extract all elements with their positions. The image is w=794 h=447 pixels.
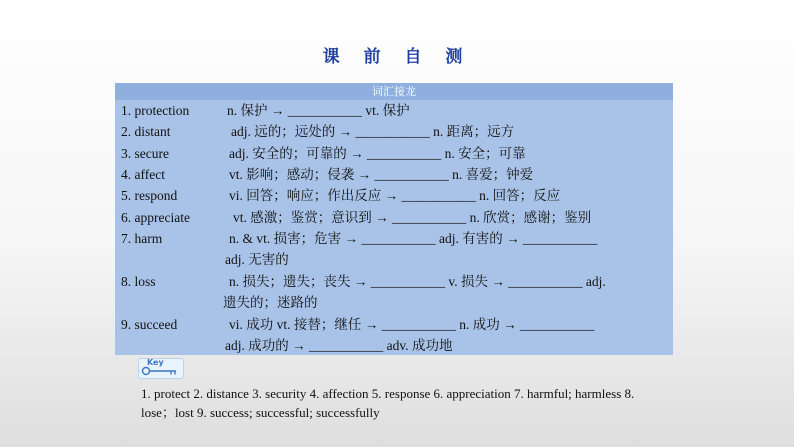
key-icon xyxy=(141,366,179,376)
vocab-definition: vt. 影响；感动；侵袭 → ___________ n. 喜爱；钟爱 xyxy=(229,167,534,182)
vocab-row xyxy=(121,100,667,121)
vocab-definition: adj. 安全的；可靠的 → ___________ n. 安全；可靠 xyxy=(229,146,526,161)
vocab-word: 3. secure xyxy=(121,146,169,161)
answer-text: 1. protect 2. distance 3. security 4. affection 5. response 6. appreciation 7. harmful; harmless 8. lose；lost 9. success; successful; successfully xyxy=(141,386,635,420)
key-logo xyxy=(138,358,184,379)
loss-continuation: 遗失的；迷路的 xyxy=(223,295,318,310)
harm-continuation: adj. 无害的 xyxy=(225,252,289,267)
vocab-definition: n. 损失；遗失；丧失 → ___________ v. 损失 → ___________ adj. xyxy=(229,274,606,289)
vocab-definition: vi. 回答；响应；作出反应 → ___________ n. 回答；反应 xyxy=(229,188,561,203)
vocab-definition: adj. 远的；远处的 → ___________ n. 距离；远方 xyxy=(231,124,515,139)
vocab-chain-box xyxy=(115,83,673,355)
vocab-row xyxy=(121,164,667,185)
vocab-definition: n. 保护 → ___________ vt. 保护 xyxy=(227,103,410,118)
vocab-row xyxy=(121,143,667,164)
vocab-row xyxy=(121,314,667,335)
vocab-rows xyxy=(115,100,673,355)
vocab-definition: vt. 感激；鉴赏；意识到 → ___________ n. 欣赏；感谢；鉴别 xyxy=(233,210,592,225)
key-label: Key xyxy=(147,358,164,367)
vocab-row xyxy=(121,271,667,292)
vocab-definition: n. & vt. 损害；危害 → ___________ adj. 有害的 → ___________ xyxy=(229,231,598,246)
vocab-row xyxy=(121,121,667,142)
vocab-word: 5. respond xyxy=(121,188,178,203)
vocab-row xyxy=(121,185,667,206)
vocab-definition: vi. 成功 vt. 接替；继任 → ___________ n. 成功 → ___________ xyxy=(229,317,595,332)
vocab-word: 1. protection xyxy=(121,103,190,118)
vocab-word: 6. appreciate xyxy=(121,210,190,225)
succeed-continuation: adj. 成功的 → ___________ adv. 成功地 xyxy=(225,338,453,353)
vocab-word: 8. loss xyxy=(121,274,156,289)
vocab-row xyxy=(121,207,667,228)
vocab-row xyxy=(121,228,667,249)
page-title: 课 前 自 测 xyxy=(322,47,472,67)
vocab-word: 4. affect xyxy=(121,167,165,182)
vocab-word: 2. distant xyxy=(121,124,171,139)
section-header: 词汇接龙 xyxy=(115,83,673,100)
vocab-word: 7. harm xyxy=(121,231,163,246)
vocab-word: 9. succeed xyxy=(121,317,178,332)
